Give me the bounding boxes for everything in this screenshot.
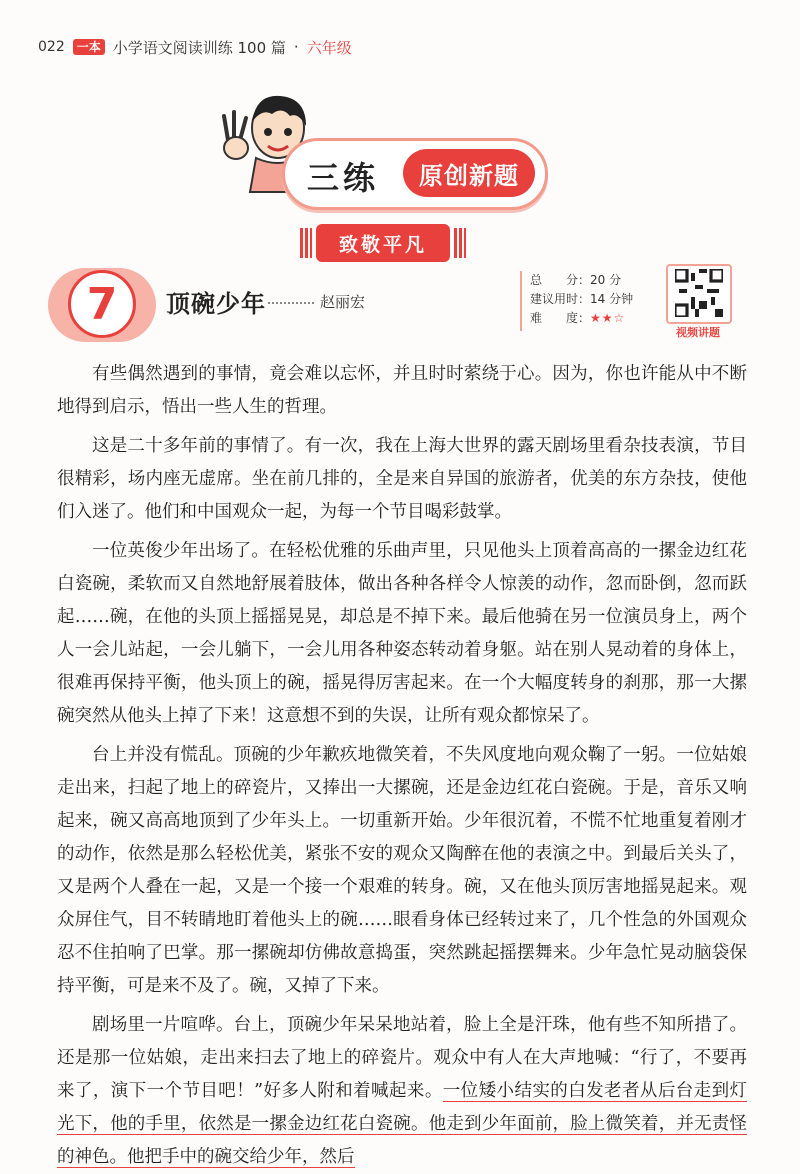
brand-logo: 一本	[73, 39, 105, 55]
time-row: 建议用时：14 分钟	[530, 292, 634, 306]
time-value: 14 分钟	[590, 292, 634, 306]
practice-banner	[282, 138, 548, 210]
exercise-info	[520, 271, 660, 331]
book-title: 小学语文阅读训练 100 篇	[112, 38, 286, 57]
score-row: 总 分：20 分	[530, 273, 622, 287]
original-question-tag: 原创新题	[403, 149, 535, 197]
paragraph-text: 剧场里一片喧哗。台上，顶碗少年呆呆地站着，脸上全是汗珠，他有些不知所措了。还是那一位姑娘，走出来扫去了地上的碎瓷片。观众中有人在大声地喊：“行了，不要再来了，演下一个节目吧！”好多人附和着喊起来。	[57, 1015, 747, 1101]
score-value: 20 分	[590, 273, 622, 287]
paragraph: 这是二十多年前的事情了。有一次，我在上海大世界的露天剧场里看杂技表演，节目很精彩，场内座无虚席。坐在前几排的，全是来自异国的旅游者，优美的东方杂技，使他们入迷了。他们和中国观众一起，为每一个节目喝彩鼓掌。	[57, 436, 747, 522]
article-number-badge	[48, 268, 156, 342]
qr-code-icon[interactable]	[666, 264, 732, 324]
difficulty-row: 难 度：★★☆	[530, 311, 626, 325]
article-title: 顶碗少年	[166, 290, 266, 318]
article-number: 7	[68, 270, 136, 338]
article-body	[57, 358, 747, 1174]
unit-theme: 致敬平凡	[316, 224, 450, 262]
page-header	[38, 34, 352, 60]
title-author-divider	[268, 302, 314, 304]
video-explanation-label: 视频讲题	[676, 326, 720, 339]
difficulty-stars: ★★☆	[590, 311, 626, 325]
page-number: 022	[38, 39, 65, 55]
grade-label: 六年级	[306, 38, 352, 57]
practice-label: 三练	[307, 159, 380, 197]
title-separator: ·	[293, 38, 299, 56]
paragraph	[57, 1009, 747, 1174]
underlined-sentence: 一位矮小结实的白发老者从后台走到灯光下，他的手里，依然是一摞金边红花白瓷碗。他走到少年面前，脸上微笑着，并无责怪的神色。他把手中的碗交给少年，然后	[57, 1081, 748, 1167]
article-author: 赵丽宏	[320, 293, 366, 311]
paragraph: 台上并没有慌乱。顶碗的少年歉疚地微笑着，不失风度地向观众鞠了一躬。一位姑娘走出来，扫起了地上的碎瓷片，又捧出一大摞碗，还是金边红花白瓷碗。于是，音乐又响起来，碗又高高地顶到了少年头上。一切重新开始。少年很沉着，不慌不忙地重复着刚才的动作，依然是那么轻松优美，紧张不安的观众又陶醉在他的表演之中。到最后关头了，又是两个人叠在一起，又是一个接一个艰难的转身。碗，又在他头顶厉害地摇晃起来。观众屏住气，目不转睛地盯着他头上的碗……眼看身体已经转过来了，几个性急的外国观众忍不住拍响了巴掌。那一摞碗却仿佛故意捣蛋，突然跳起摇摆舞来。少年急忙晃动脑袋保持平衡，可是来不及了。碗，又掉了下来。	[57, 745, 747, 996]
paragraph: 一位英俊少年出场了。在轻松优雅的乐曲声里，只见他头上顶着高高的一摞金边红花白瓷碗，柔软而又自然地舒展着肢体，做出各种各样令人惊羡的动作，忽而卧倒，忽而跃起……碗，在他的头顶上摇摇晃晃，却总是不掉下来。最后他骑在另一位演员身上，两个人一会儿站起，一会儿躺下，一会儿用各种姿态转动着身躯。站在别人晃动着的身体上，很难再保持平衡，他头顶上的碗，摇晃得厉害起来。在一个大幅度转身的刹那，那一大摞碗突然从他头上掉了下来！这意想不到的失误，让所有观众都惊呆了。	[57, 541, 747, 726]
paragraph: 有些偶然遇到的事情，竟会难以忘怀，并且时时萦绕于心。因为，你也许能从中不断地得到启示，悟出一些人生的哲理。	[57, 364, 747, 417]
